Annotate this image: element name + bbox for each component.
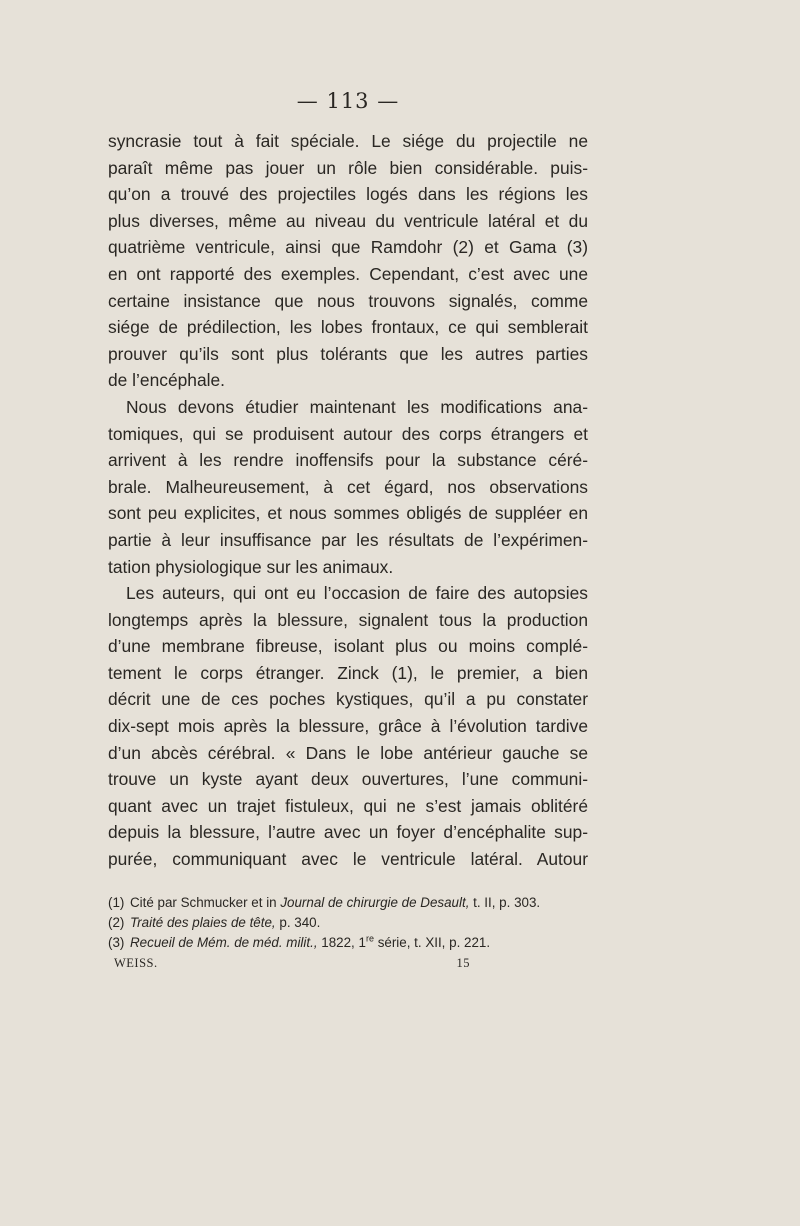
text-line: décrit une de ces poches kystiques, qu’il a pu constater xyxy=(108,689,588,710)
footnote-number: (3) xyxy=(108,934,125,950)
text-line: brale. Malheureusement, à cet égard, nos observations xyxy=(108,476,588,497)
signature-line xyxy=(108,953,588,973)
text-line: d’un abcès cérébral. « Dans le lobe antérieur gauche se xyxy=(108,742,588,763)
footnote-text: t. II, p. 303. xyxy=(469,894,541,910)
body-text xyxy=(108,128,588,873)
text-line: syncrasie tout à fait spéciale. Le siége du projectile ne xyxy=(108,131,588,151)
text-line: tation physiologique sur les animaux. xyxy=(108,556,394,577)
text-line: quant avec un trajet fistuleux, qui ne s’est jamais oblitéré xyxy=(108,795,588,816)
text-line: trouve un kyste ayant deux ouvertures, l’une communi- xyxy=(108,769,588,790)
footnote-1 xyxy=(108,893,588,913)
footnote-text: p. 340. xyxy=(275,914,321,930)
footnote-title: Journal de chirurgie de Desault, xyxy=(280,894,470,910)
text-line: en ont rapporté des exemples. Cependant, c’est avec une xyxy=(108,263,588,284)
text-line: de l’encéphale. xyxy=(108,370,225,391)
text-line: prouver qu’ils sont plus tolérants que les autres parties xyxy=(108,343,588,364)
text-line: dix-sept mois après la blessure, grâce à l’évolution tardive xyxy=(108,716,588,737)
text-line: tement le corps étranger. Zinck (1), le premier, a bien xyxy=(108,662,588,683)
signature-mark: 15 xyxy=(456,955,470,970)
footnote-number: (1) xyxy=(108,894,125,910)
text-line: arrivent à les rendre inoffensifs pour la substance céré- xyxy=(108,450,588,471)
text-line: siége de prédilection, les lobes frontaux, ce qui semblerait xyxy=(108,317,588,338)
text-line: Nous devons étudier maintenant les modifications ana- xyxy=(126,396,588,417)
page xyxy=(108,86,588,973)
footnote-2 xyxy=(108,913,588,933)
page-number: — 113 — xyxy=(296,89,400,113)
footnote-superscript: re xyxy=(365,933,374,944)
paragraph-1 xyxy=(108,128,588,394)
text-line: certaine insistance que nous trouvons signalés, comme xyxy=(108,290,588,311)
footnote-text: Cité par Schmucker et in xyxy=(130,894,281,910)
text-line: quatrième ventricule, ainsi que Ramdohr (2) et Gama (3) xyxy=(108,237,588,258)
footnotes xyxy=(108,893,588,953)
text-line: sont peu explicites, et nous sommes obligés de suppléer en xyxy=(108,503,588,524)
text-line: plus diverses, même au niveau du ventricule latéral et du xyxy=(108,210,588,231)
text-line: tomiques, qui se produisent autour des corps étrangers et xyxy=(108,423,588,444)
footnote-title: Traité des plaies de tête, xyxy=(130,914,276,930)
text-line: d’une membrane fibreuse, isolant plus ou moins complé- xyxy=(108,636,588,657)
text-line: purée, communiquant avec le ventricule latéral. Autour xyxy=(108,849,588,870)
footnote-number: (2) xyxy=(108,914,125,930)
text-line: qu’on a trouvé des projectiles logés dans les régions les xyxy=(108,184,588,205)
text-line: paraît même pas jouer un rôle bien considérable. puis- xyxy=(108,157,588,178)
paragraph-2 xyxy=(108,394,588,580)
signature-author: WEISS. xyxy=(114,955,158,970)
footnote-text: 1822, 1 xyxy=(317,934,366,950)
text-line: Les auteurs, qui ont eu l’occasion de faire des autopsies xyxy=(126,583,588,604)
footnote-3 xyxy=(108,933,588,953)
paragraph-3 xyxy=(108,580,588,873)
text-line: longtemps après la blessure, signalent tous la production xyxy=(108,609,588,630)
text-line: depuis la blessure, l’autre avec un foyer d’encéphalite sup- xyxy=(108,822,588,843)
footnote-text: série, t. XII, p. 221. xyxy=(373,934,491,950)
footnote-title: Recueil de Mém. de méd. milit., xyxy=(130,934,318,950)
text-line: partie à leur insuffisance par les résultats de l’expérimen- xyxy=(108,529,588,550)
